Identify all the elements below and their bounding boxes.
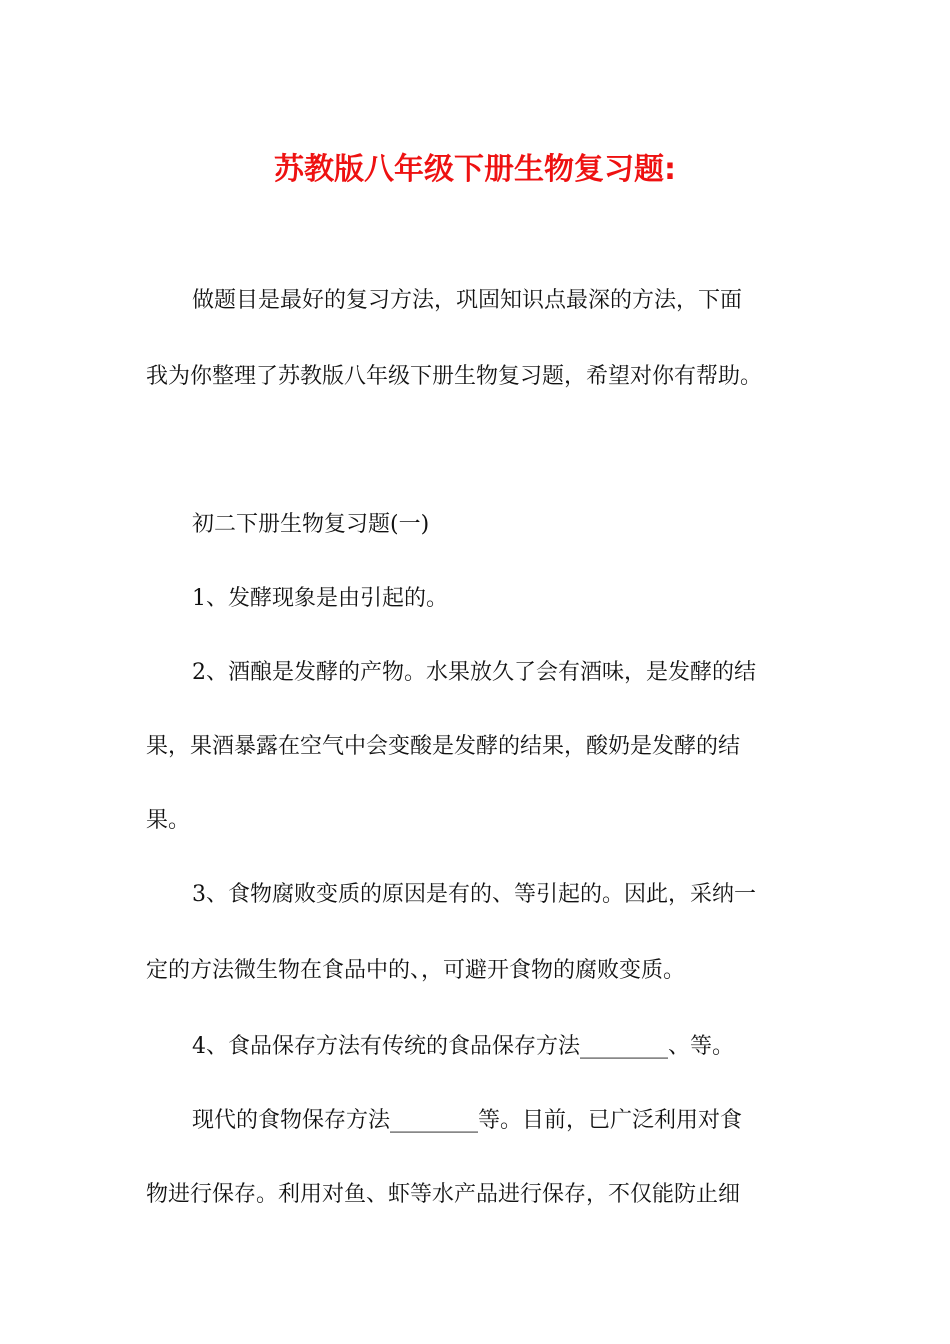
intro-line-2: 我为你整理了苏教版八年级下册生物复习题，希望对你有帮助。	[146, 364, 763, 389]
question-2-line-1: 2、酒酿是发酵的产物。水果放久了会有酒味，是发酵的结	[192, 660, 756, 685]
question-4-line-2: 现代的食物保存方法________等。目前，已广泛利用对食	[192, 1108, 743, 1133]
document-title: 苏教版八年级下册生物复习题:	[274, 152, 676, 187]
question-4-line-1: 4、食品保存方法有传统的食品保存方法________、等。	[192, 1034, 734, 1059]
question-4-line-3: 物进行保存。利用对鱼、虾等水产品进行保存，不仅能防止细	[146, 1182, 741, 1207]
section-heading: 初二下册生物复习题(一)	[192, 512, 430, 537]
question-1: 1、发酵现象是由引起的。	[192, 586, 448, 611]
question-2-line-2: 果，果酒暴露在空气中会变酸是发酵的结果，酸奶是发酵的结	[146, 734, 741, 759]
question-2-line-3: 果。	[146, 808, 191, 833]
question-3-line-1: 3、食物腐败变质的原因是有的、等引起的。因此，采纳一	[192, 882, 756, 907]
question-3-line-2: 定的方法微生物在食品中的、，可避开食物的腐败变质。	[146, 958, 686, 983]
intro-line-1: 做题目是最好的复习方法，巩固知识点最深的方法，下面	[192, 288, 743, 313]
